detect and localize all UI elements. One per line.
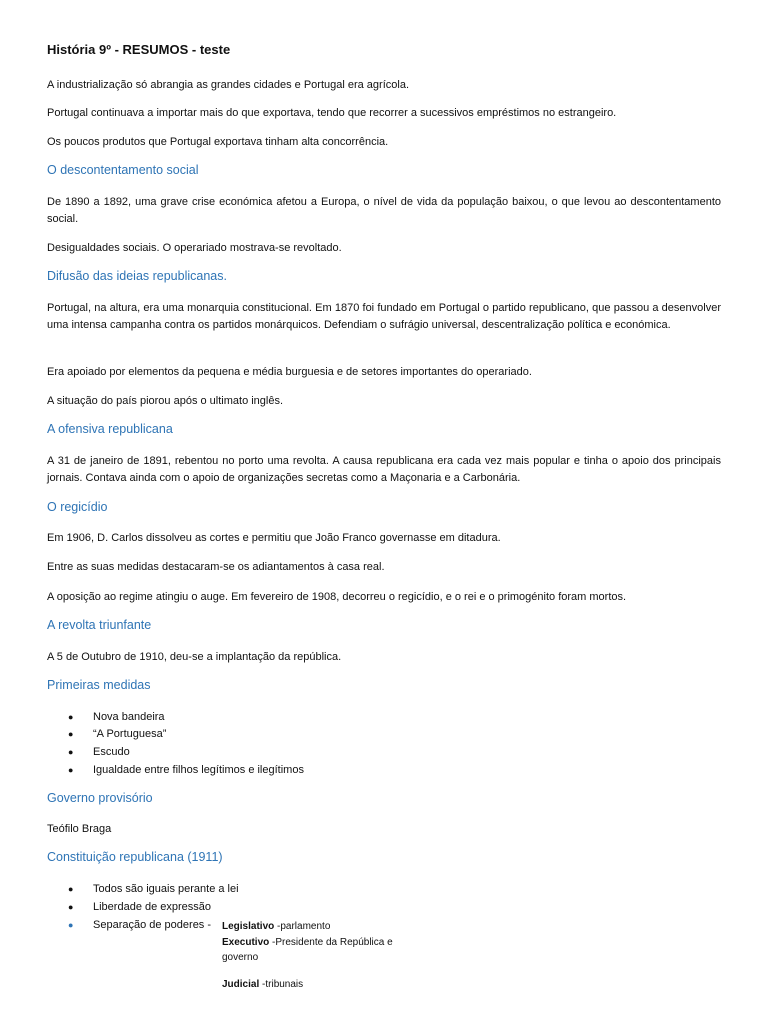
bullet-icon: ● [68, 747, 74, 757]
intro-paragraph-1: A industrialização só abrangia as grandes cidades e Portugal era agrícola. [47, 79, 410, 91]
heading-revolta: A revolta triunfante [47, 618, 152, 632]
heading-difusao: Difusão das ideias republicanas. [47, 269, 227, 283]
list-item: Separação de poderes - [93, 919, 212, 931]
heading-governo: Governo provisório [47, 791, 153, 805]
descontentamento-paragraph-1: De 1890 a 1892, uma grave crise económica afetou a Europa, o nível de vida da população baixou, o que levou ao descontentamento social. [47, 196, 721, 225]
bullet-icon: ● [68, 765, 74, 775]
heading-descontentamento: O descontentamento social [47, 163, 199, 177]
revolta-paragraph-1: A 5 de Outubro de 1910, deu-se a implantação da república. [47, 651, 342, 663]
intro-paragraph-3: Os poucos produtos que Portugal exportava tinham alta concorrência. [47, 136, 389, 148]
list-item: Todos são iguais perante a lei [93, 883, 239, 895]
poder-judicial [222, 977, 412, 992]
list-item: Escudo [93, 746, 130, 758]
ofensiva-paragraph-1: A 31 de janeiro de 1891, rebentou no porto uma revolta. A causa republicana era cada vez mais popular e tinha o apoio dos principais jornais. Contava ainda com o apoio de organizações secretas como a Maçonaria e a Carbonária. [47, 455, 721, 484]
list-item: Liberdade de expressão [93, 901, 212, 913]
regicidio-paragraph-1: Em 1906, D. Carlos dissolveu as cortes e permitiu que João Franco governasse em ditadura. [47, 532, 501, 544]
difusao-paragraph-2: Era apoiado por elementos da pequena e média burguesia e de setores importantes do operariado. [47, 366, 532, 378]
bullet-icon: ● [68, 920, 74, 930]
regicidio-paragraph-3: A oposição ao regime atingiu o auge. Em fevereiro de 1908, decorreu o regicídio, e o rei e o primogénito foram mortos. [47, 591, 627, 603]
list-item: Nova bandeira [93, 711, 165, 723]
heading-medidas: Primeiras medidas [47, 678, 151, 692]
heading-ofensiva: A ofensiva republicana [47, 422, 173, 436]
poder-label: Executivo [222, 937, 270, 948]
heading-regicidio: O regicídio [47, 500, 108, 514]
intro-paragraph-2: Portugal continuava a importar mais do que exportava, tendo que recorrer a sucessivos empréstimos no estrangeiro. [47, 107, 617, 119]
difusao-paragraph-1: Portugal, na altura, era uma monarquia constitucional. Em 1870 foi fundado em Portugal o partido republicano, que passou a desenvolver uma intensa campanha contra os partidos monárquicos. Defendiam o sufrágio universal, descentralização política e económica. [47, 302, 721, 331]
governo-paragraph-1: Teófilo Braga [47, 823, 112, 835]
list-item: “A Portuguesa” [93, 728, 167, 740]
descontentamento-paragraph-2: Desigualdades sociais. O operariado mostrava-se revoltado. [47, 242, 342, 254]
poder-executivo [222, 935, 412, 965]
poder-text: -parlamento [274, 921, 331, 932]
bullet-icon: ● [68, 902, 74, 912]
poder-label: Legislativo [222, 921, 275, 932]
list-item: Igualdade entre filhos legítimos e ilegítimos [93, 764, 304, 776]
heading-constituicao: Constituição republicana (1911) [47, 850, 223, 864]
regicidio-paragraph-2: Entre as suas medidas destacaram-se os adiantamentos à casa real. [47, 561, 385, 573]
bullet-icon: ● [68, 729, 74, 739]
poder-text: -Presidente da República e governo [222, 937, 393, 963]
poder-legislativo [222, 919, 412, 934]
poder-text: -tribunais [259, 979, 304, 990]
poder-label: Judicial [222, 979, 260, 990]
difusao-paragraph-3: A situação do país piorou após o ultimato inglês. [47, 395, 284, 407]
bullet-icon: ● [68, 884, 74, 894]
page-title: História 9º - RESUMOS - teste [47, 42, 231, 57]
bullet-icon: ● [68, 712, 74, 722]
